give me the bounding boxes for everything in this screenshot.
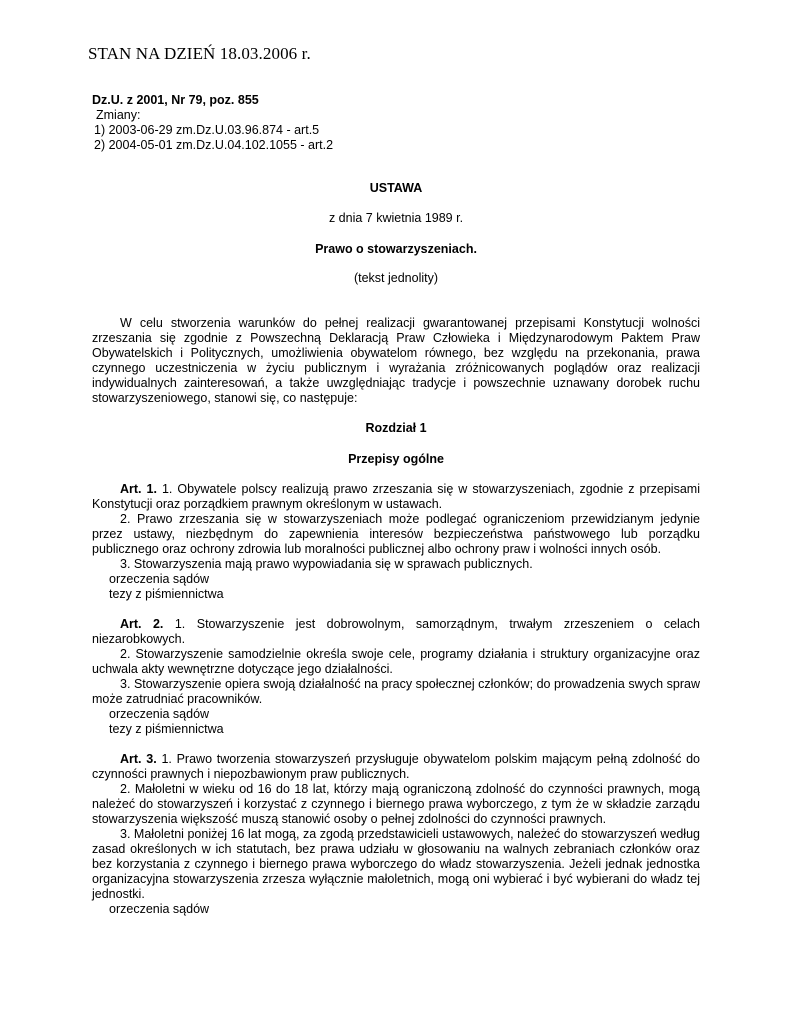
article-2 [92, 617, 700, 737]
article-paragraph: 2. Małoletni w wieku od 16 do 18 lat, którzy mają ograniczoną zdolność do czynności prawnych, mogą należeć do stowarzyszeń i korzystać z czynnego i biernego prawa wyborczego, z tym że w składzie zarządu stowarzyszenia większość muszą stanowić osoby o pełnej zdolności do czynności prawnych. [92, 782, 700, 826]
literature-theses-link[interactable]: tezy z piśmiennictwa [109, 587, 224, 601]
article-paragraph: 3. Stowarzyszenia mają prawo wypowiadania się w sprawach publicznych. [120, 557, 533, 571]
article-paragraph [92, 752, 700, 782]
act-date: z dnia 7 kwietnia 1989 r. [328, 211, 464, 225]
preamble: W celu stworzenia warunków do pełnej realizacji gwarantowanej przepisami Konstytucji wolności zrzeszania się zgodnie z Powszechną Deklaracją Praw Człowieka i Międzynarodowym Paktem Praw Obywatelskich i Politycznych, umożliwienia obywatelom równego, bez względu na przekonania, prawa czynnego uczestniczenia w życiu publicznym i wyrażania zróżnicowanych poglądów oraz realizacji indywidualnych zainteresowań, a także uwzględniając tradycje i powszechnie uznawany dorobek ruchu stowarzyszeniowego, stanowi się, co następuje: [92, 316, 700, 405]
chapter-title: Przepisy ogólne [348, 452, 444, 466]
article-paragraph [92, 617, 700, 647]
act-title: Prawo o stowarzyszeniach. [315, 242, 477, 256]
chapter-number: Rozdział 1 [365, 421, 427, 435]
article-paragraph: 2. Stowarzyszenie samodzielnie określa swoje cele, programy działania i struktury organizacyjne oraz uchwala akty wewnętrzne dotyczące jego działalności. [92, 647, 700, 676]
article-label: Art. 3. [120, 752, 157, 766]
court-rulings-link[interactable]: orzeczenia sądów [109, 902, 210, 916]
article-paragraph: 3. Małoletni poniżej 16 lat mogą, za zgodą przedstawicieli ustawowych, należeć do stowarzyszeń według zasad określonych w ich statutach, bez prawa udziału w głosowaniu na walnych zebraniach członków oraz bez korzystania z czynnego i biernego prawa wyborczego do władz stowarzyszenia. Jeżeli jednak jednostka organizacyjna stowarzyszenia zrzesza wyłącznie małoletnich, mogą oni wybierać i być wybierani do władz tej jednostki. [92, 827, 700, 901]
article-1 [92, 482, 700, 602]
article-paragraph: 2. Prawo zrzeszania się w stowarzyszeniach może podlegać ograniczeniom przewidzianym jedynie przez ustawy, niezbędnym do zapewnienia interesów bezpieczeństwa państwowego lub porządku publicznego oraz ochrony zdrowia lub moralności publicznej albo ochrony praw i wolności innych osób. [92, 512, 700, 556]
article-label: Art. 1. [120, 482, 157, 496]
article-3 [92, 752, 700, 917]
literature-theses-link[interactable]: tezy z piśmiennictwa [109, 722, 224, 736]
paragraph-text: 1. Prawo tworzenia stowarzyszeń przysługuje obywatelom polskim mającym pełną zdolność do czynności prawnych i niepozbawionym praw publicznych. [92, 752, 700, 781]
amendments-label: Zmiany: [96, 108, 141, 122]
act-type-heading: USTAWA [369, 181, 423, 195]
amendment-item: 1) 2003-06-29 zm.Dz.U.03.96.874 - art.5 [94, 123, 320, 137]
document-body [92, 93, 700, 917]
act-version-note: (tekst jednolity) [353, 271, 439, 285]
article-paragraph: 3. Stowarzyszenie opiera swoją działalność na pracy społecznej członków; do prowadzenia swych spraw może zatrudniać pracowników. [92, 677, 700, 706]
court-rulings-link[interactable]: orzeczenia sądów [109, 572, 210, 586]
article-label: Art. 2. [120, 617, 164, 631]
paragraph-text: 1. Stowarzyszenie jest dobrowolnym, samorządnym, trwałym zrzeszeniem o celach niezarobkowych. [92, 617, 700, 646]
amendment-item: 2) 2004-05-01 zm.Dz.U.04.102.1055 - art.2 [94, 138, 334, 152]
journal-reference: Dz.U. z 2001, Nr 79, poz. 855 [92, 93, 259, 107]
paragraph-text: 1. Obywatele polscy realizują prawo zrzeszania się w stowarzyszeniach, zgodnie z przepisami Konstytucji oraz porządkiem prawnym określonym w ustawach. [92, 482, 700, 511]
article-paragraph [92, 482, 700, 512]
document-status-date: STAN NA DZIEŃ 18.03.2006 r. [88, 44, 311, 63]
court-rulings-link[interactable]: orzeczenia sądów [109, 707, 210, 721]
